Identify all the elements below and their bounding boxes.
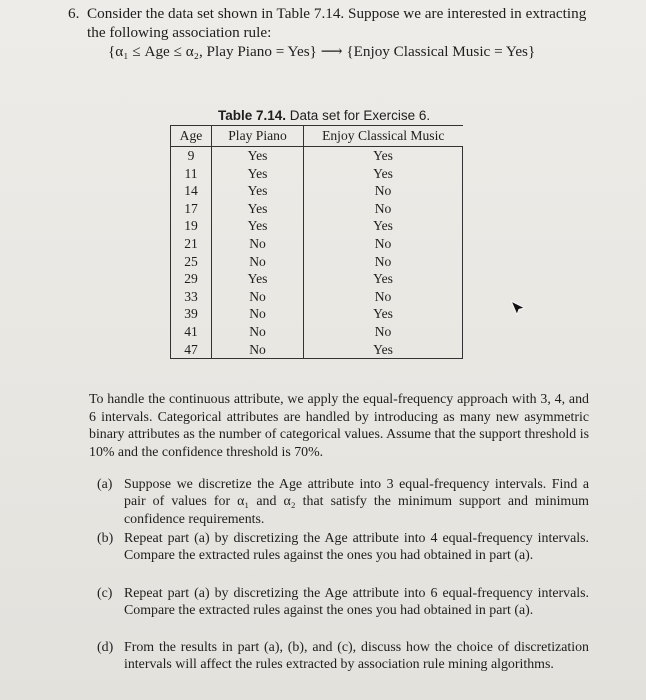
cell-play-piano: Yes [212,200,304,218]
cell-age: 14 [171,182,212,200]
sub-question-label: (a) [97,477,113,492]
problem-description: To handle the continuous attribute, we apply the equal-frequency approach with 3, 4, and 6 intervals. Categorical attributes are handled by introducing as many new asymmetric binary attributes as the number of categorical values. Assume that the support threshold is 10% and the confidence threshold is 70%. [89,392,589,460]
cell-age: 17 [171,200,212,218]
header-play-piano: Play Piano [212,126,304,147]
rule-arrow: ⟶ [320,43,343,60]
table-row [171,165,463,183]
cell-enjoy-classical: No [304,323,463,341]
cell-age: 29 [171,270,212,288]
cell-age: 19 [171,217,212,235]
cell-play-piano: No [212,288,304,306]
cell-play-piano: Yes [212,270,304,288]
cell-enjoy-classical: No [304,235,463,253]
cell-play-piano: Yes [212,217,304,235]
table-row [171,305,463,323]
table-caption [218,108,430,123]
sub-question-text: From the results in part (a), (b), and (c), discuss how the choice of discretization intervals will affect the rules extracted by association rule mining algorithms. [124,640,589,673]
cell-enjoy-classical: Yes [304,165,463,183]
table-caption-label: Table 7.14. [218,108,287,123]
cell-play-piano: No [212,305,304,323]
cell-age: 39 [171,305,212,323]
data-table [170,125,463,359]
cell-age: 25 [171,253,212,271]
cell-enjoy-classical: Yes [304,341,463,359]
sub-question-text: Repeat part (a) by discretizing the Age attribute into 4 equal-frequency intervals. Compare the extracted rules against the ones you had obtained in part (a). [124,531,589,564]
cell-play-piano: No [212,341,304,359]
cell-play-piano: Yes [212,165,304,183]
cell-enjoy-classical: No [304,200,463,218]
cell-enjoy-classical: Yes [304,305,463,323]
sub-question-label: (b) [97,531,114,546]
sub-question-text: Repeat part (a) by discretizing the Age attribute into 6 equal-frequency intervals. Compare the extracted rules against the ones you had obtained in part (a). [124,586,589,619]
table-row [171,235,463,253]
table-row [171,323,463,341]
table-row [171,182,463,200]
rule-antecedent: {α₁ ≤ Age ≤ α₂, Play Piano = Yes} [108,43,317,60]
table-caption-text: Data set for Exercise 6. [286,108,431,123]
rule-consequent: {Enjoy Classical Music = Yes} [346,43,536,60]
cell-age: 33 [171,288,212,306]
sub-question-text: Suppose we discretize the Age attribute into 3 equal-frequency intervals. Find a pair of values for α₁ and α₂ that satisfy the minimum support and minimum confidence requirements. [124,477,589,527]
cell-play-piano: No [212,323,304,341]
cell-age: 9 [171,147,212,165]
cell-play-piano: No [212,235,304,253]
header-age: Age [171,126,212,147]
sub-question-label: (c) [97,586,113,601]
table-row [171,288,463,306]
cell-enjoy-classical: Yes [304,270,463,288]
cell-enjoy-classical: No [304,253,463,271]
table-row [171,270,463,288]
cell-play-piano: No [212,253,304,271]
cell-play-piano: Yes [212,147,304,165]
table-header-row [171,126,463,147]
table-row [171,147,463,165]
question-text: Consider the data set shown in Table 7.14. Suppose we are interested in extracting the following association rule: [87,5,587,41]
table-row [171,200,463,218]
cell-enjoy-classical: Yes [304,147,463,165]
header-enjoy-classical-music: Enjoy Classical Music [304,126,463,147]
mouse-pointer-icon [508,298,528,318]
sub-question-label: (d) [97,640,114,655]
table-row [171,341,463,359]
cell-enjoy-classical: No [304,182,463,200]
cell-play-piano: Yes [212,182,304,200]
cell-enjoy-classical: Yes [304,217,463,235]
question-number: 6. [68,5,80,22]
cell-enjoy-classical: No [304,288,463,306]
association-rule-formula [108,42,608,61]
cell-age: 41 [171,323,212,341]
table-row [171,253,463,271]
cell-age: 47 [171,341,212,359]
table-row [171,217,463,235]
cell-age: 11 [171,165,212,183]
cell-age: 21 [171,235,212,253]
